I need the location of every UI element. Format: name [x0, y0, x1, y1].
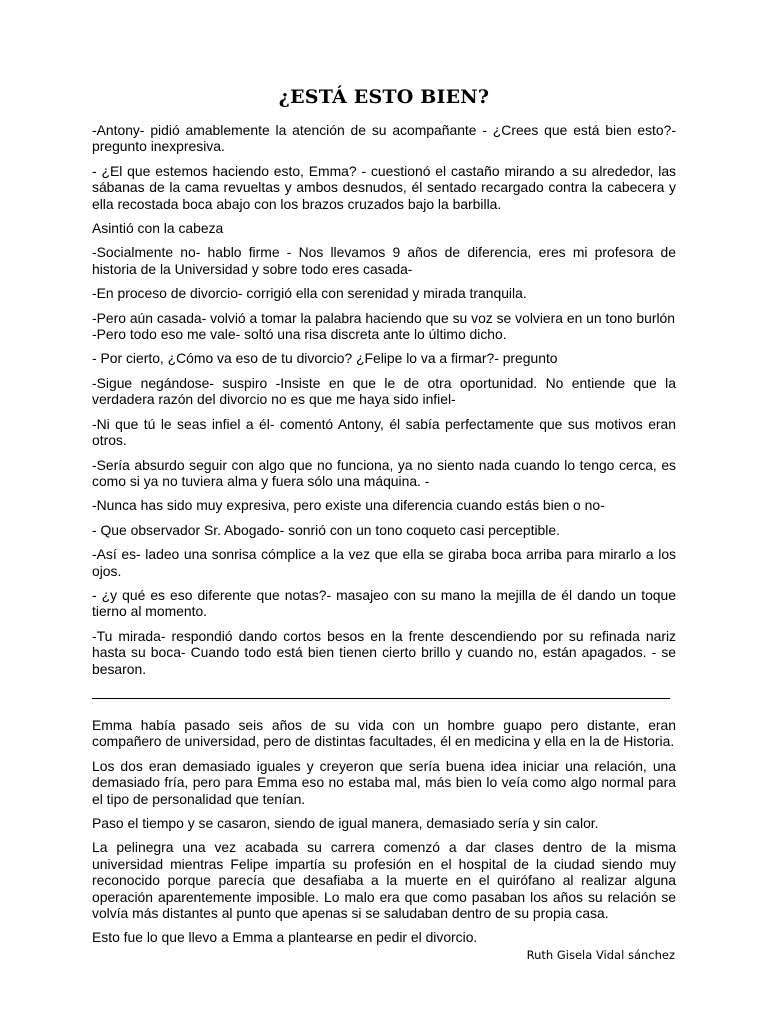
- paragraph: Los dos eran demasiado iguales y creyeron que sería buena idea iniciar una relación, una demasiado fría, pero para Emma eso no estaba mal, más bien lo veía como algo normal para el tipo de personalidad que tenían.: [92, 757, 676, 807]
- section-divider: [92, 698, 670, 699]
- paragraph: -Socialmente no- hablo firme - Nos llevamos 9 años de diferencia, eres mi profesora de historia de la Universidad y sobre todo eres casada-: [92, 244, 676, 277]
- paragraph: - Que observador Sr. Abogado- sonrió con un tono coqueto casi perceptible.: [92, 521, 560, 538]
- paragraph: -Antony- pidió amablemente la atención de su acompañante - ¿Crees que está bien esto?- pregunto inexpresiva.: [92, 122, 676, 155]
- paragraph: - ¿El que estemos haciendo esto, Emma? - cuestionó el castaño mirando a su alrededor, las sábanas de la cama revueltas y ambos desnudos, él sentado recargado contra la cabecera y ella recostada boca abajo con los brazos cruzados bajo la barbilla.: [92, 162, 676, 212]
- paragraph: -Sería absurdo seguir con algo que no funciona, ya no siento nada cuando lo tengo cerca, es como si ya no tuviera alma y fuera sólo una máquina. -: [92, 456, 676, 489]
- author-signature: Ruth Gisela Vidal sánchez: [526, 948, 675, 962]
- paragraph: - Por cierto, ¿Cómo va eso de tu divorcio? ¿Felipe lo va a firmar?- pregunto: [92, 350, 558, 367]
- paragraph: -Así es- ladeo una sonrisa cómplice a la vez que ella se giraba boca arriba para mirarlo a los ojos.: [92, 546, 676, 579]
- paragraph: -Pero aún casada- volvió a tomar la palabra haciendo que su voz se volviera en un tono burlón -Pero todo eso me vale- soltó una risa discreta ante lo último dicho.: [92, 309, 675, 343]
- document-body: [92, 122, 676, 954]
- paragraph: - ¿y qué es eso diferente que notas?- masajeo con su mano la mejilla de él dando un toque tierno al momento.: [92, 586, 676, 620]
- paragraph: -Nunca has sido muy expresiva, pero existe una diferencia cuando estás bien o no-: [92, 497, 605, 514]
- paragraph: Asintió con la cabeza: [92, 220, 224, 237]
- paragraph: Esto fue lo que llevo a Emma a plantearse en pedir el divorcio.: [92, 929, 478, 946]
- paragraph: -En proceso de divorcio- corrigió ella con serenidad y mirada tranquila.: [92, 285, 527, 302]
- paragraph: -Tu mirada- respondió dando cortos besos en la frente descendiendo por su refinada nariz hasta su boca- Cuando todo está bien tienen cierto brillo y cuando no, están apagados. - se besaron.: [92, 627, 676, 677]
- paragraph: -Sigue negándose- suspiro -Insiste en que le de otra oportunidad. No entiende que la verdadera razón del divorcio no es que me haya sido infiel-: [92, 374, 676, 408]
- paragraph: Paso el tiempo y se casaron, siendo de igual manera, demasiado sería y sin calor.: [92, 815, 599, 831]
- document-title: ¿ESTÁ ESTO BIEN?: [278, 86, 490, 108]
- paragraph: Emma había pasado seis años de su vida con un hombre guapo pero distante, eran compañero de universidad, pero de distintas facultades, él en medicina y ella en la de Historia.: [92, 716, 676, 750]
- paragraph: -Ni que tú le seas infiel a él- comentó Antony, él sabía perfectamente que sus motivos eran otros.: [92, 415, 676, 449]
- paragraph: La pelinegra una vez acabada su carrera comenzó a dar clases dentro de la misma universidad mientras Felipe impartía su profesión en el hospital de la ciudad siendo muy reconocido porque parecía que desafiaba a la muerte en el quirófano al realizar alguna operación aparentemente imposible. Lo malo era que como pasaban los años su relación se volvía más distantes al punto que apenas si se saludaban dentro de su propia casa.: [92, 839, 676, 922]
